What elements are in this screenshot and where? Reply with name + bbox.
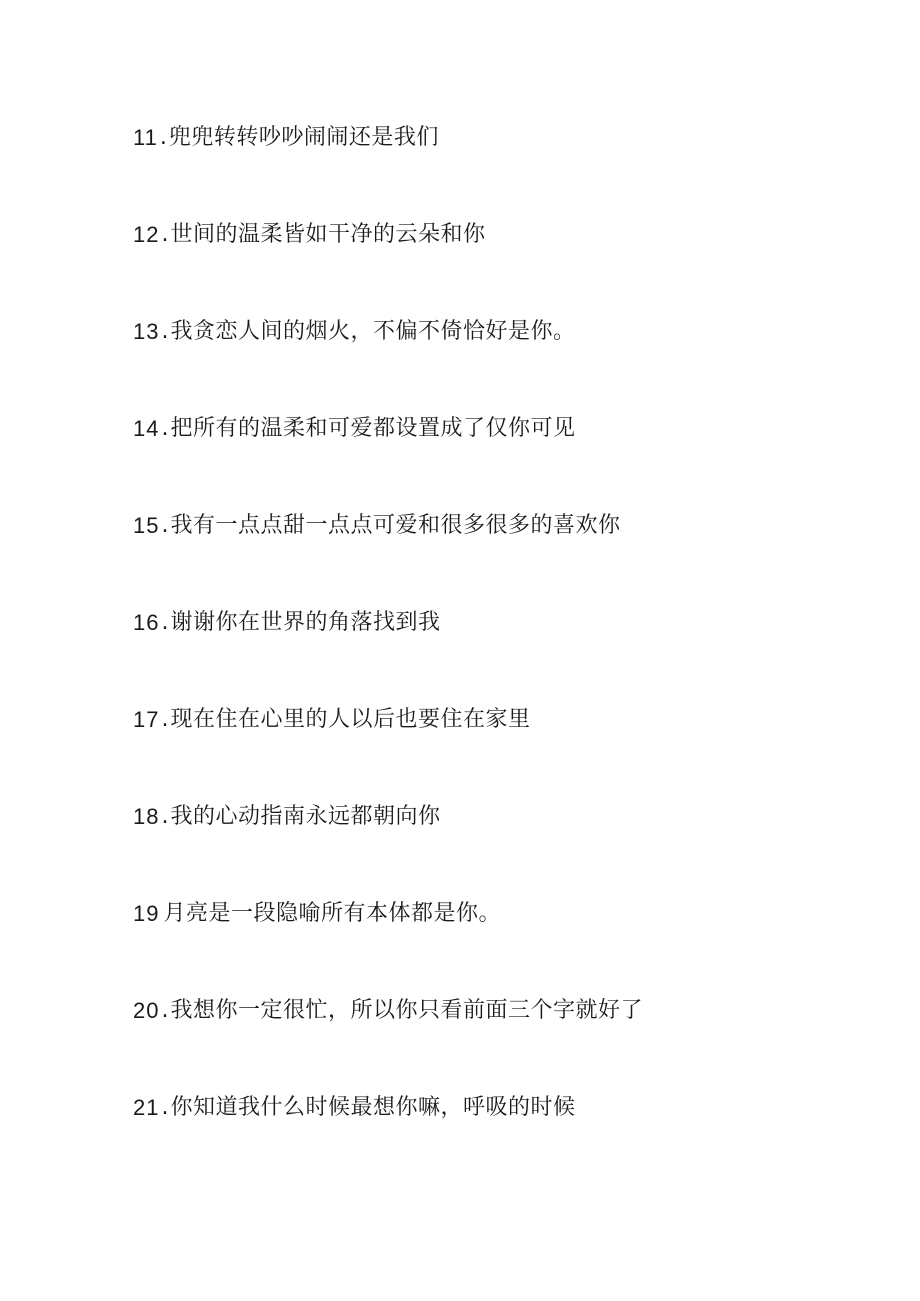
item-number: 21: [133, 1095, 160, 1120]
list-item: [133, 991, 853, 1088]
item-number: 14: [133, 416, 160, 441]
item-text: 世间的温柔皆如干净的云朵和你: [170, 222, 486, 247]
list-item: [133, 603, 853, 700]
item-number: 13: [133, 319, 160, 344]
item-separator: .: [161, 319, 169, 344]
list-item: [133, 312, 853, 409]
list-item: [133, 409, 853, 506]
list-item: [133, 215, 853, 312]
item-number: 19: [133, 901, 160, 926]
item-text: 兜兜转转吵吵闹闹还是我们: [168, 125, 439, 150]
item-number: 11: [133, 125, 158, 150]
item-separator: .: [161, 804, 169, 829]
item-text: 我贪恋人间的烟火，不偏不倚恰好是你。: [170, 319, 576, 344]
item-text: 你知道我什么时候最想你嘛，呼吸的时候: [170, 1095, 576, 1120]
item-text: 现在住在心里的人以后也要住在家里: [170, 707, 531, 732]
item-separator: .: [161, 1095, 169, 1120]
item-number: 15: [133, 513, 160, 538]
list-item: [133, 797, 853, 894]
numbered-list: [133, 118, 853, 1185]
item-separator: .: [161, 222, 169, 247]
item-text: 谢谢你在世界的角落找到我: [170, 610, 441, 635]
list-item: [133, 506, 853, 603]
item-text: 月亮是一段隐喻所有本体都是你。: [163, 901, 501, 926]
item-text: 我的心动指南永远都朝向你: [170, 804, 441, 829]
item-separator: .: [161, 998, 169, 1023]
item-text: 我有一点点甜一点点可爱和很多很多的喜欢你: [170, 513, 621, 538]
item-separator: .: [161, 707, 169, 732]
item-number: 18: [133, 804, 160, 829]
item-separator: .: [161, 610, 169, 635]
item-number: 17: [133, 707, 160, 732]
item-number: 12: [133, 222, 160, 247]
item-number: 16: [133, 610, 160, 635]
list-item: [133, 700, 853, 797]
list-item: [133, 894, 853, 991]
item-text: 我想你一定很忙，所以你只看前面三个字就好了: [170, 998, 643, 1023]
item-separator: .: [159, 125, 167, 150]
item-text: 把所有的温柔和可爱都设置成了仅你可见: [170, 416, 576, 441]
list-item: [133, 1088, 853, 1185]
item-separator: .: [161, 416, 169, 441]
list-item: [133, 118, 853, 215]
item-number: 20: [133, 998, 160, 1023]
item-separator: .: [161, 513, 169, 538]
